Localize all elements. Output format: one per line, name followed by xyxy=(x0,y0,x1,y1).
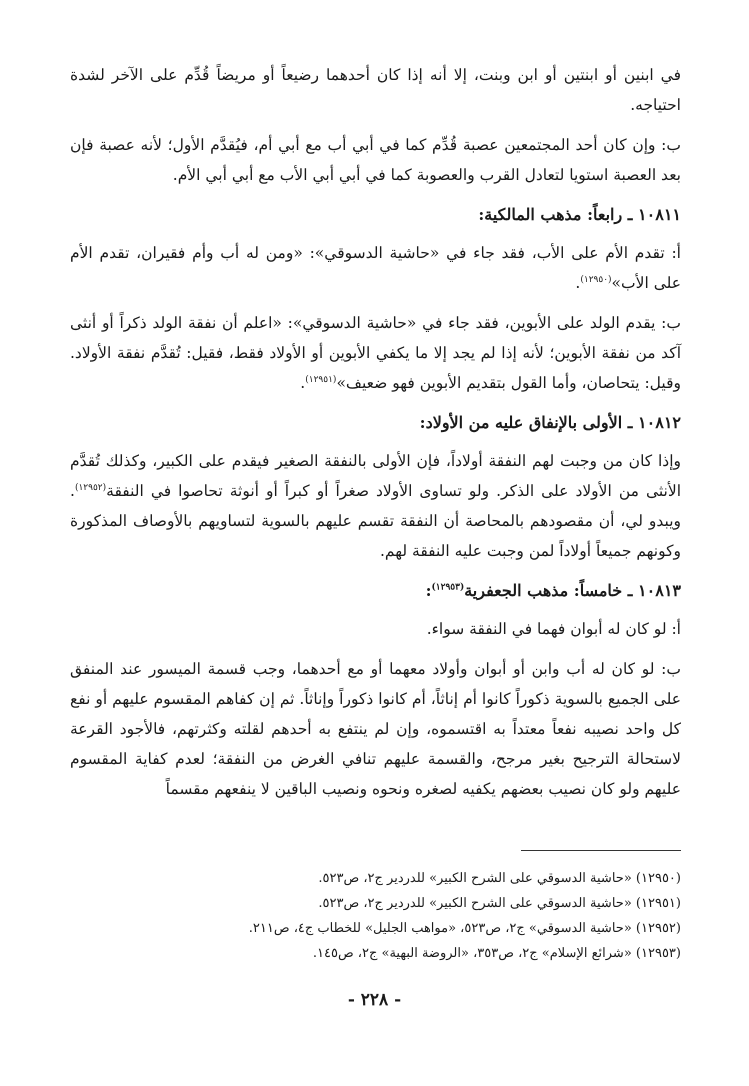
footnote-ref: (١٢٩٥١) xyxy=(305,374,337,385)
footnote-ref: (١٢٩٥٠) xyxy=(580,274,612,285)
paragraph-b-division: ب: لو كان له أب وابن أو أبوان وأولاد معهما أو مع أحدهما، وجب قسمة الميسور عند المنفق على الجميع بالسوية ذكوراً كانوا أم إناثاً، أم كانوا ذكوراً وإناثاً. ثم إن كفاهم المقسوم عليهم أو نفع كل واحد نصيبه نفعاً معتداً به اقتسموه، وإن لم ينتفع به أحدهم لقلته وكثرتهم، فالأجود القرعة لاستحالة الترجيح بغير مرجح، والقسمة عليهم تنافي الغرض من النفقة؛ لعدم كفاية المقسوم عليهم ولو كان نصيب بعضهم يكفيه لصغره ونحوه ونصيب الباقين لا ينفعهم مقسماً xyxy=(70,660,681,798)
section-number: ١٠٨١١ xyxy=(638,205,681,224)
heading-tail: : xyxy=(425,581,432,600)
paragraph-text: أ: تقدم الأم على الأب، فقد جاء في «حاشية الدسوقي»: «ومن له أب وأم فقيران، تقدم الأم على الأب» xyxy=(70,244,681,292)
footnote-divider xyxy=(521,850,681,851)
footnote-item xyxy=(70,866,681,891)
section-number: ١٠٨١٣ xyxy=(638,581,681,600)
paragraph-a-mother xyxy=(70,238,681,298)
paragraph-text: ب: يقدم الولد على الأبوين، فقد جاء في «حاشية الدسوقي»: «اعلم أن نفقة الولد ذكراً أو أنثى آكد من نفقة الأبوين؛ لأنه إذا لم يجد إلا ما يكفي الأبوين أو الأولاد فقط، فقيل: تُقدَّم نفقة الأولاد. وقيل: يتحاصان، وأما القول بتقديم الأبوين فهو ضعيف» xyxy=(70,314,681,392)
paragraph-tail: . xyxy=(300,374,306,392)
section-title: ـ الأولى بالإنفاق عليه من الأولاد: xyxy=(419,413,633,432)
paragraph-a-parents: أ: لو كان له أبوان فهما في النفقة سواء. xyxy=(426,620,681,638)
section-heading-jafari xyxy=(70,576,681,606)
section-number: ١٠٨١٢ xyxy=(638,413,681,432)
paragraph-tail: . ويبدو لي، أن مقصودهم بالمحاصة أن النفقة تقسم عليهم بالسوية لتساويهم بالأوصاف المذكورة وكونهم جميعاً أولاداً لمن وجبت عليه النفقة لهم. xyxy=(70,482,681,560)
paragraph-b-asaba: ب: وإن كان أحد المجتمعين عصبة قُدِّم كما في أبي أب مع أبي أم، فيُقدَّم الأول؛ لأنه عصبة فإن بعد العصبة استويا لتعادل القرب والعصوبة كما في أبي أبي الأب مع أبي أبي الأم. xyxy=(70,136,681,184)
main-text xyxy=(70,60,681,814)
paragraph-children xyxy=(70,446,681,566)
footnote-number: (١٢٩٥٠) xyxy=(635,871,681,886)
paragraph-tail: . xyxy=(575,274,581,292)
footnote-item xyxy=(70,941,681,966)
paragraph-continuation: في ابنين أو ابنتين أو ابن وبنت، إلا أنه إذا كان أحدهما رضيعاً أو مريضاً قُدِّم على الآخر لشدة احتياجه. xyxy=(70,66,681,114)
footnote-number: (١٢٩٥٢) xyxy=(635,921,681,936)
footnote-text: «شرائع الإسلام» ج٢، ص٣٥٣، «الروضة البهية» ج٢، ص١٤٥. xyxy=(312,946,632,961)
page-number: - ٢٢٨ - xyxy=(347,990,402,1010)
section-title: ـ رابعاً: مذهب المالكية: xyxy=(478,205,633,224)
footnotes-section xyxy=(70,866,681,966)
footnote-ref: (١٢٩٥٢) xyxy=(74,482,107,493)
footnote-number: (١٢٩٥١) xyxy=(635,896,681,911)
footnote-text: «حاشية الدسوقي على الشرح الكبير» للدردير ج٢، ص٥٢٣. xyxy=(318,871,632,886)
footnote-ref: (١٢٩٥٣) xyxy=(431,582,465,593)
footnote-item xyxy=(70,916,681,941)
section-heading-children xyxy=(70,408,681,438)
section-title: ـ خامساً: مذهب الجعفرية xyxy=(464,581,633,600)
section-heading-maliki xyxy=(70,200,681,230)
footnote-number: (١٢٩٥٣) xyxy=(635,946,681,961)
footnote-item xyxy=(70,891,681,916)
paragraph-text: وإذا كان من وجبت لهم النفقة أولاداً، فإن الأولى بالنفقة الصغير فيقدم على الكبير، وكذلك تُقدَّم الأنثى من الأولاد على الذكر. ولو تساوى الأولاد صغراً أو كبراً أو أنوثة تحاصوا في النفقة xyxy=(70,452,681,500)
footnote-text: «حاشية الدسوقي» ج٢، ص٥٢٣، «مواهب الجليل» للخطاب ج٤، ص٢١١. xyxy=(248,921,632,936)
paragraph-b-child xyxy=(70,308,681,398)
footnote-text: «حاشية الدسوقي على الشرح الكبير» للدردير ج٢، ص٥٢٣. xyxy=(318,896,632,911)
